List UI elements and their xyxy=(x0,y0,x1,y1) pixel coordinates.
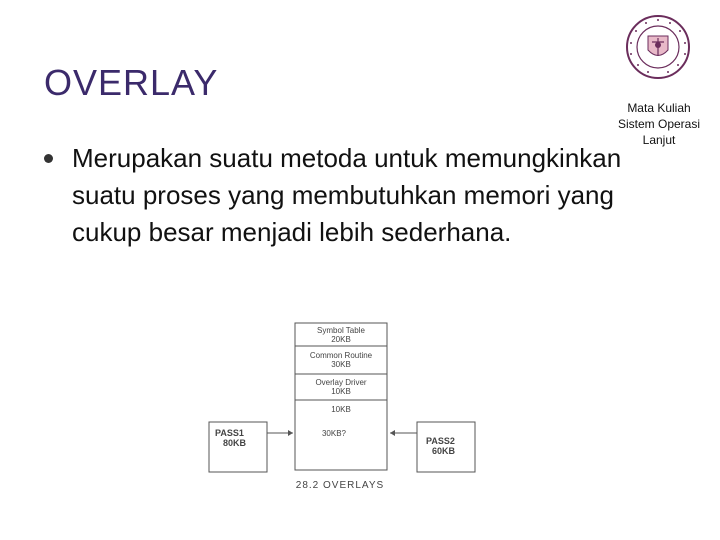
bullet-text: Merupakan suatu metoda untuk memungkinkan suatu proses yang membutuhkan memori yang cukup besar menjadi lebih sederhana. xyxy=(72,143,622,247)
stack-item-name: Common Routine xyxy=(309,351,373,360)
arrowhead-icon xyxy=(288,430,293,436)
bullet-item xyxy=(44,140,624,251)
pass1-size: 80KB xyxy=(223,438,247,448)
course-label-line: Mata Kuliah xyxy=(627,101,691,115)
slide-title: OVERLAY xyxy=(44,62,219,103)
course-label-line: Lanjut xyxy=(642,133,676,147)
overlay-region-label: 30KB? xyxy=(321,429,347,438)
course-label-line: Sistem Operasi xyxy=(617,117,701,131)
course-label xyxy=(600,100,718,148)
pass2-name: PASS2 xyxy=(426,436,455,446)
memory-stack xyxy=(295,323,387,470)
stack-item-size: 10KB xyxy=(331,405,351,414)
stack-item-name: Overlay Driver xyxy=(315,378,367,387)
arrowhead-icon xyxy=(390,430,395,436)
stack-item-size: 30KB xyxy=(331,360,351,369)
pass2-size: 60KB xyxy=(432,446,456,456)
stack-item-size: 10KB xyxy=(331,387,351,396)
overlay-diagram xyxy=(200,318,500,490)
diagram-caption: 28.2 OVERLAYS xyxy=(295,480,385,490)
university-seal-icon xyxy=(625,14,691,80)
stack-item-name: Symbol Table xyxy=(317,326,365,335)
bullet-dot xyxy=(44,154,53,163)
pass1-name: PASS1 xyxy=(215,428,244,438)
stack-item-size: 20KB xyxy=(331,335,351,344)
